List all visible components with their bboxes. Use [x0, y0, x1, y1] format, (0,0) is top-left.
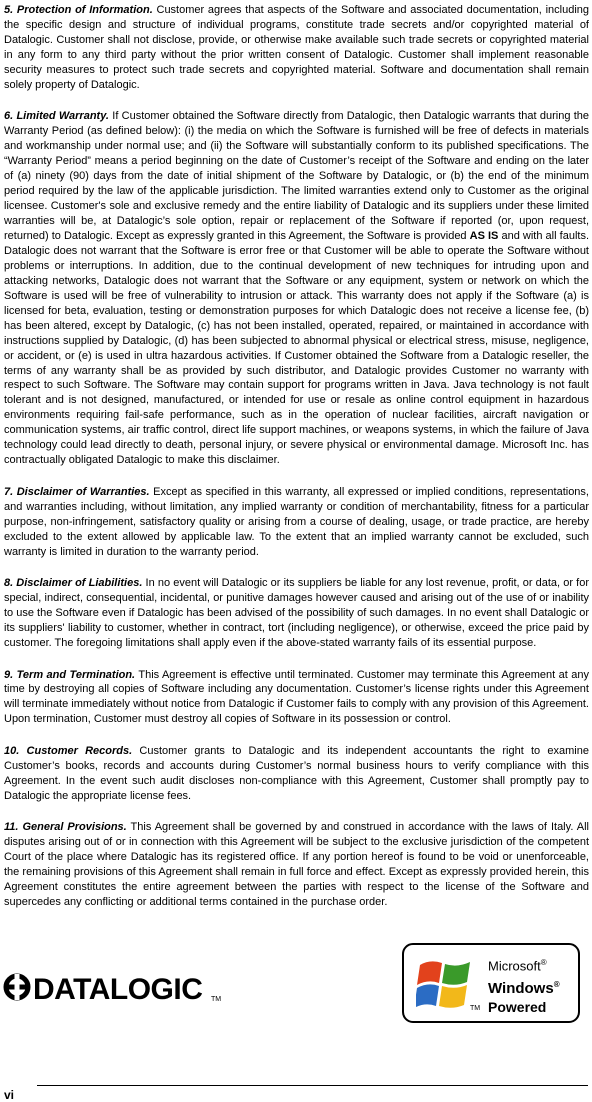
section-heading: 7. Disclaimer of Warranties.	[4, 485, 150, 498]
section-8	[4, 576, 589, 651]
section-heading: 8. Disclaimer of Liabilities.	[4, 577, 143, 590]
section-7	[4, 485, 589, 560]
datalogic-emblem-icon	[4, 974, 30, 1000]
datalogic-wordmark: DATALOGIC	[33, 973, 203, 1005]
as-is-emphasis: AS IS	[469, 229, 499, 242]
section-heading: 6. Limited Warranty.	[4, 110, 109, 123]
powered-label: Powered	[488, 999, 547, 1016]
windows-flag-icon	[416, 957, 474, 1011]
section-body: In no event will Datalogic or its suppliers be liable for any lost revenue, profit, or data, or for special, indirect, consequential, incidental, or punitive damages however caused and arising out of the use of or inability to use the Software even if Datalogic has been advised of the possibility of such damages. In no event shall Datalogic or its suppliers' liability to customer, whether in contract, tort (including negligence), or otherwise, exceed the price paid by customer. The foregoing limitations shall apply even if the above-stated warranty fails of its essential purpose.	[4, 577, 589, 649]
section-10	[4, 744, 589, 804]
license-text	[4, 3, 589, 927]
microsoft-label: Microsoft	[488, 958, 541, 974]
section-5	[4, 3, 589, 93]
windows-tm: TM	[470, 1005, 481, 1012]
section-heading: 5. Protection of Information.	[4, 4, 153, 16]
microsoft-reg: ®	[540, 958, 547, 967]
section-9	[4, 668, 589, 728]
section-heading: 11. General Provisions.	[4, 821, 127, 834]
section-body: This Agreement is effective until terminated. Customer may terminate this Agreement at any time by destroying all copies of Software including any documentation. Customer’s license rights under this Agreement will terminate immediately without notice from Datalogic if Customer fails to comply with any provision of this Agreement. Upon termination, Customer must destroy all copies of Software in its possession or control.	[4, 668, 589, 726]
section-body: Customer agrees that aspects of the Software and associated documentation, including the specific design and structure of individual programs, constitute trade secrets and/or copyrighted material of Datalogic. Customer shall not disclose, provide, or otherwise make available such trade secrets or copyrighted material in any form to any third party without the prior written consent of Datalogic. Customer shall implement reasonable security measures to protect such trade secrets and copyrighted material. Software and documentation shall remain solely property of Datalogic.	[4, 4, 590, 91]
section-11	[4, 820, 589, 910]
section-heading: 10. Customer Records.	[4, 744, 133, 757]
logo-area	[0, 943, 592, 1033]
windows-label: Windows	[488, 980, 554, 998]
footer-rule	[37, 1085, 588, 1086]
windows-powered-text	[488, 953, 560, 1017]
page-number: vi	[4, 1088, 15, 1102]
section-body: Except as specified in this warranty, all expressed or implied conditions, representations, and warranties including, without limitation, any implied warranty or condition of merchantability, fitness for a particular purpose, non-infringement, satisfactory quality or arising from a course of dealing, usage, or trade practice, are hereby excluded to the extent allowed by applicable law. To the extent that an implied warranty cannot be excluded, such warranty is limited in duration to the warranty period.	[4, 485, 589, 558]
datalogic-logo	[3, 971, 225, 1005]
section-6	[4, 109, 589, 468]
windows-reg: ®	[553, 980, 560, 990]
section-body: This Agreement shall be governed by and construed in accordance with the laws of Italy. All disputes arising out of or in connection with this Agreement will be subject to the exclusive jurisdiction of the competent Court of the place where Datalogic has its registered office. If any portion hereof is found to be void or unenforceable, the remaining provisions of this Agreement shall remain in full force and effect. Except as expressly provided herein, this Agreement constitutes the entire agreement between the parties with respect to the license of the Software and supercedes any conflicting or additional terms contained in the purchase order.	[4, 821, 589, 909]
microsoft-windows-powered-logo	[402, 943, 580, 1023]
section-heading: 9. Term and Termination.	[4, 668, 136, 681]
section-body: Customer grants to Datalogic and its independent accountants the right to examine Customer’s books, records and accounts during Customer’s normal business hours to verify compliance with this Agreement. In the event such audit discloses non-compliance with this Agreement, Customer shall promptly pay to Datalogic the appropriate license fees.	[4, 744, 589, 802]
datalogic-tm: TM	[211, 996, 222, 1003]
section-body: If Customer obtained the Software directly from Datalogic, then Datalogic warrants that during the Warranty Period (as defined below): (i) the media on which the Software is furnished will be free of defects in materials and workmanship under normal use; and (ii) the Software will substantially conform to its published specifications. The “Warranty Period” means a period beginning on the date of Customer’s receipt of the Software and ending on the later of (a) ninety (90) days from the date of initial shipment of the Software by Datalogic, or (b) the end of the minimum period required by the law of the applicable jurisdiction. The limited warranties extend only to Customer as the original licensee. Customer's sole and exclusive remedy and the entire liability of Datalogic and its suppliers under these limited warranties will be, at Datalogic’s sole option, repair or replacement of the Software if reported (or, upon request, returned) to Datalogic. Except as expressly granted in this Agreement, the Software is provided	[4, 110, 590, 242]
section-body-continued: and with all faults. Datalogic does not warrant that the Software is error free or that Customer will be able to operate the Software without problems or interruptions. In addition, due to the continual development of new techniques for intruding upon and attacking networks, Datalogic does not warrant that the Software or any equipment, system or network on which the Software is used will be free of vulnerability to intrusion or attack. This warranty does not apply if the Software (a) is licensed for beta, evaluation, testing or demonstration purposes for which Datalogic does not receive a license fee, (b) has been altered, except by Datalogic, (c) has not been installed, operated, repaired, or maintained in accordance with instructions supplied by Datalogic, (d) has been subjected to abnormal physical or electrical stress, misuse, negligence, or accident, or (e) is used in ultra hazardous activities. If Customer obtained the Software from a Datalogic reseller, the terms of any warranty shall be as provided by such distributor, and Datalogic provides Customer no warranty with respect to such Software. The Software may contain support for programs written in Java. Java technology is not fault tolerant and is not designed, manufactured, or intended for use or resale as online control equipment in hazardous environments requiring fail-safe performance, such as in the operation of nuclear facilities, aircraft navigation or communication systems, air traffic control, direct life support machines, or weapons systems, in which the failure of Java technology could lead directly to death, personal injury, or severe physical or environmental damage. Microsoft Inc. has contractually obligated Datalogic to make this disclaimer.	[4, 229, 589, 467]
